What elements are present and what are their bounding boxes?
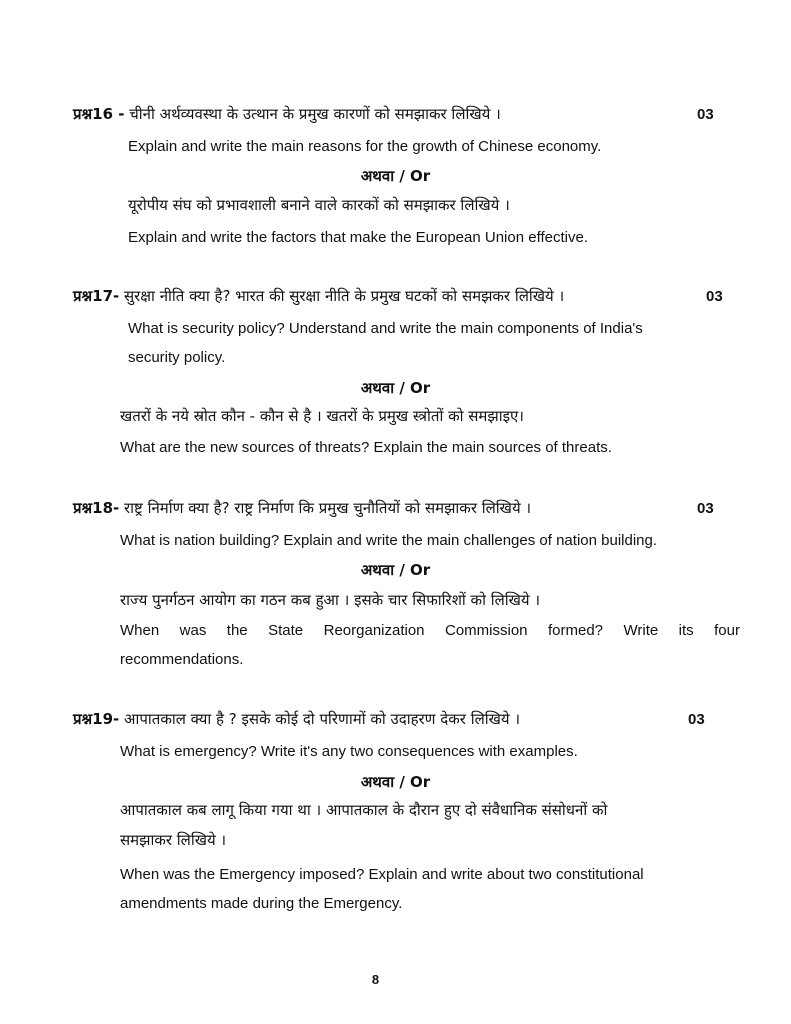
page-number: 8 bbox=[371, 972, 380, 987]
question-english-text: Explain and write the main reasons for the growth of Chinese economy. bbox=[128, 138, 602, 155]
question-english-text: What is emergency? Write it's any two consequences with examples. bbox=[120, 743, 578, 760]
alternate-english-text-line-1: When was the State Reorganization Commission formed? Write its four bbox=[120, 622, 740, 639]
question-english-text: What is nation building? Explain and write the main challenges of nation building. bbox=[120, 532, 658, 549]
question-marks: 03 bbox=[697, 106, 714, 123]
question-marks: 03 bbox=[697, 500, 714, 517]
or-separator: अथवा / Or bbox=[360, 773, 431, 791]
question-number: प्रश्न19- bbox=[73, 710, 120, 728]
question-number: प्रश्न17- bbox=[73, 287, 120, 305]
alternate-english-text-line-2: amendments made during the Emergency. bbox=[120, 895, 403, 912]
alternate-hindi-text: खतरों के नये स्रोत कौन - कौन से है । खतरों के प्रमुख स्त्रोतों को समझाइए। bbox=[120, 407, 524, 425]
question-17-heading bbox=[73, 286, 564, 306]
question-number: प्रश्न16 - bbox=[73, 105, 125, 123]
question-hindi-text: चीनी अर्थव्यवस्था के उत्थान के प्रमुख कारणों को समझाकर लिखिये । bbox=[129, 105, 501, 123]
question-hindi-text: आपातकाल क्या है ? इसके कोई दो परिणामों को उदाहरण देकर लिखिये । bbox=[124, 710, 521, 728]
question-english-text-line-1: What is security policy? Understand and write the main components of India's bbox=[128, 320, 643, 337]
question-marks: 03 bbox=[706, 288, 723, 305]
question-number: प्रश्न18- bbox=[73, 499, 120, 517]
alternate-english-text-line-1: When was the Emergency imposed? Explain and write about two constitutional bbox=[120, 866, 644, 883]
question-hindi-text: राष्ट्र निर्माण क्या है? राष्ट्र निर्माण कि प्रमुख चुनौतियों को समझाकर लिखिये । bbox=[124, 499, 532, 517]
or-separator: अथवा / Or bbox=[360, 561, 431, 579]
alternate-hindi-text-line-1: आपातकाल कब लागू किया गया था । आपातकाल के दौरान हुए दो संवैधानिक संसोधनों को bbox=[120, 801, 608, 819]
alternate-english-text-line-2: recommendations. bbox=[120, 651, 244, 668]
or-separator: अथवा / Or bbox=[360, 167, 431, 185]
question-19-heading bbox=[73, 709, 520, 729]
or-separator: अथवा / Or bbox=[360, 379, 431, 397]
question-16-heading bbox=[73, 104, 501, 124]
alternate-english-text: What are the new sources of threats? Explain the main sources of threats. bbox=[120, 439, 612, 456]
question-english-text-line-2: security policy. bbox=[128, 349, 226, 366]
alternate-english-text: Explain and write the factors that make the European Union effective. bbox=[128, 229, 588, 246]
question-marks: 03 bbox=[688, 711, 705, 728]
alternate-hindi-text: राज्य पुनर्गठन आयोग का गठन कब हुआ । इसके चार सिफारिशों को लिखिये । bbox=[120, 591, 541, 609]
question-hindi-text: सुरक्षा नीति क्या है? भारत की सुरक्षा नीति के प्रमुख घटकों को समझकर लिखिये । bbox=[124, 287, 565, 305]
question-18-heading bbox=[73, 498, 531, 518]
alternate-hindi-text-line-2: समझाकर लिखिये । bbox=[120, 831, 227, 849]
alternate-hindi-text: यूरोपीय संघ को प्रभावशाली बनाने वाले कारकों को समझाकर लिखिये । bbox=[128, 196, 510, 214]
